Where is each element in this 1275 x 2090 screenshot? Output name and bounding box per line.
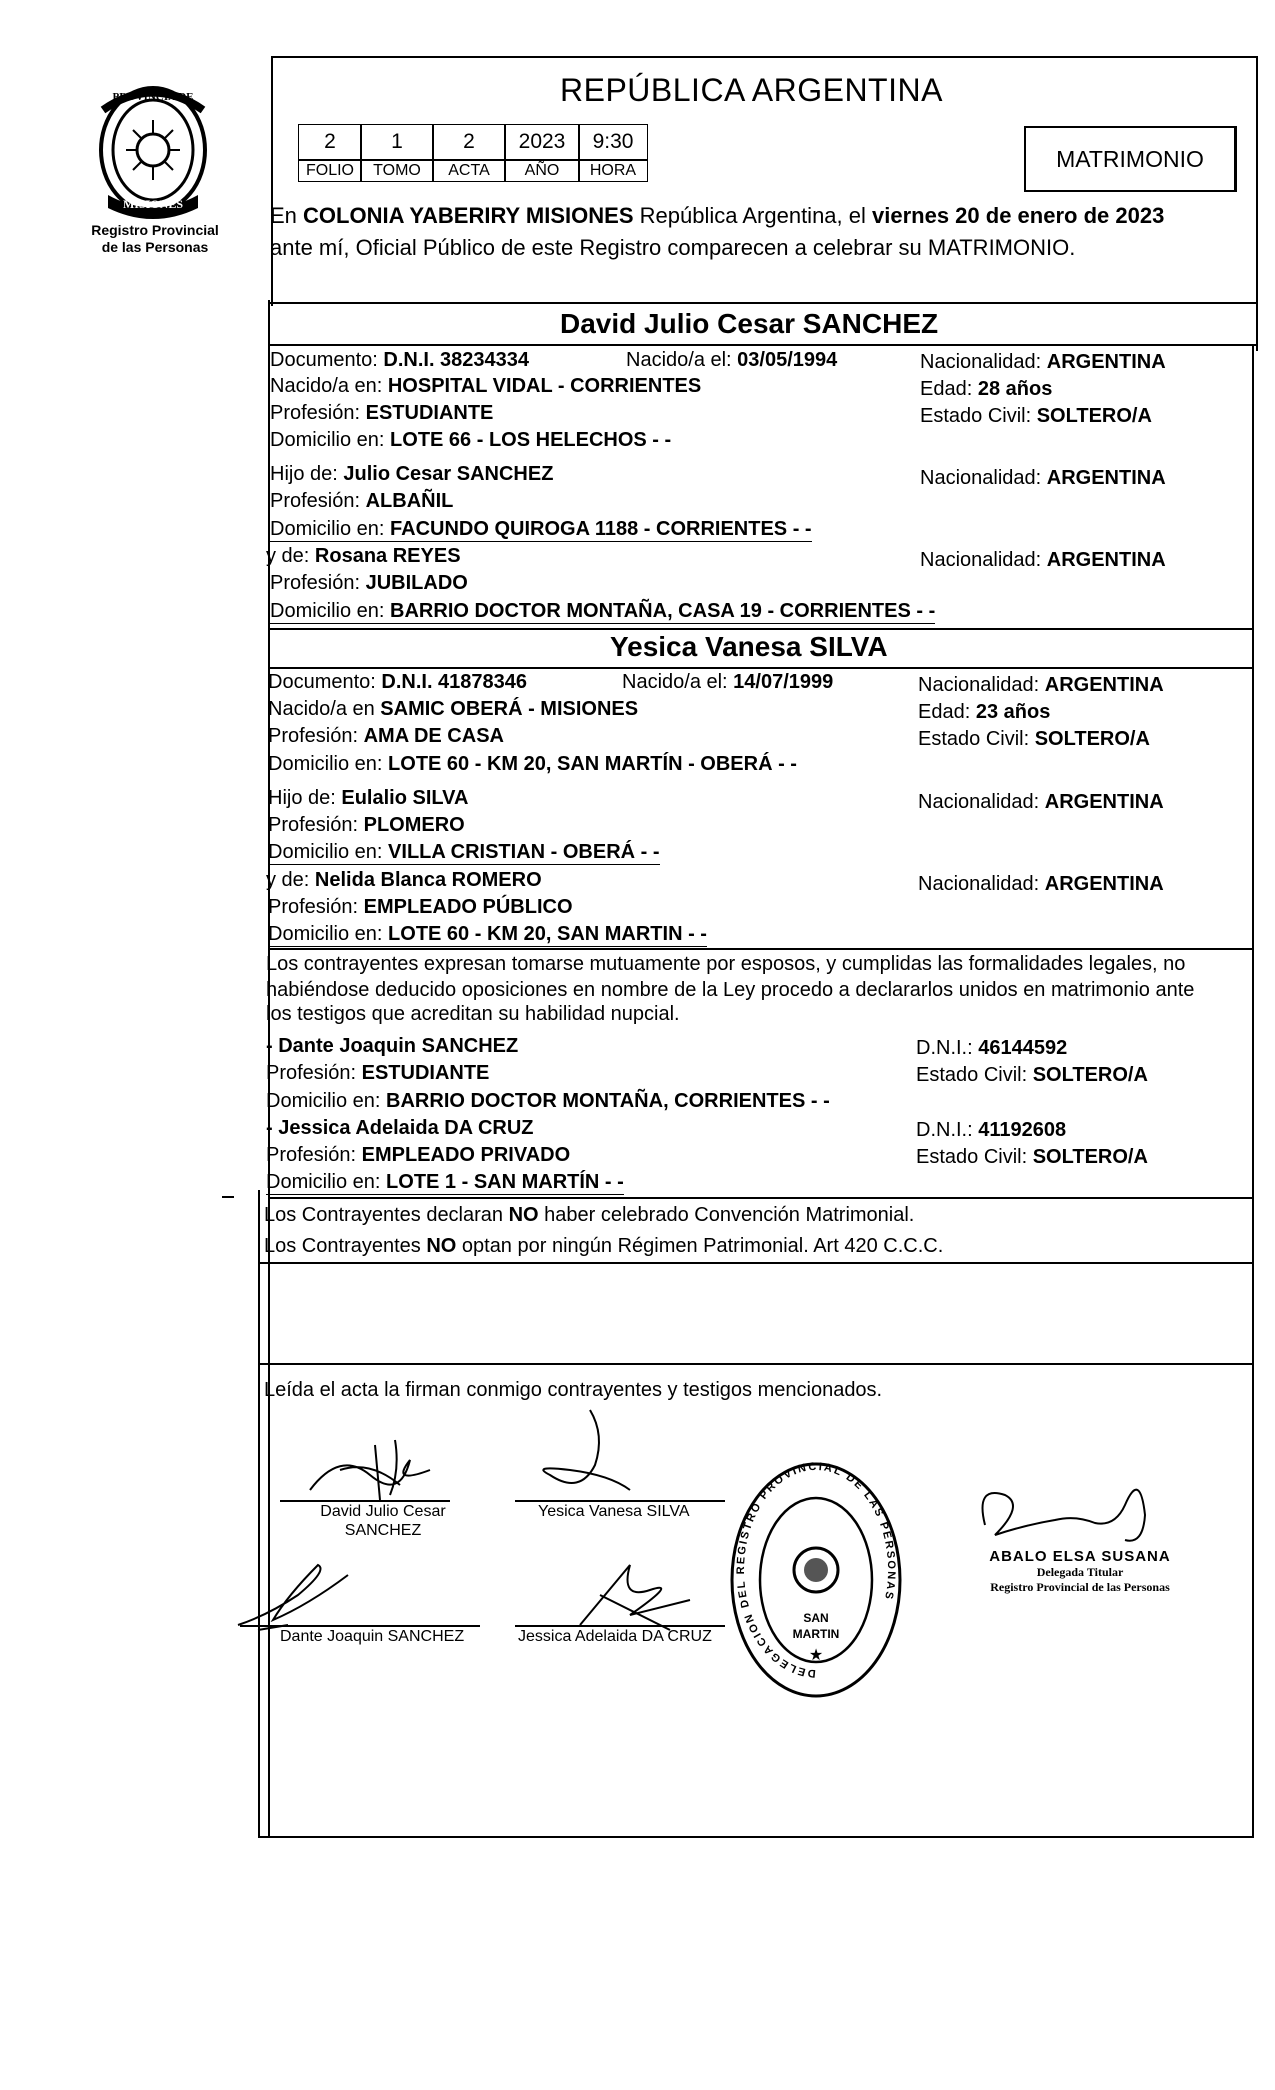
intro-line-2: ante mí, Oficial Público de este Registro comparecen a celebrar su MATRIMONIO. [270, 235, 1076, 260]
witness1-address: Domicilio en: BARRIO DOCTOR MONTAÑA, CORRIENTES - - [266, 1090, 830, 1112]
spouse2-father: Hijo de: Eulalio SILVA [268, 787, 469, 809]
spouse1-name: David Julio Cesar SANCHEZ [560, 308, 939, 339]
spouse1-nationality: Nacionalidad: ARGENTINA [920, 351, 1166, 373]
witness1-civil-status: Estado Civil: SOLTERO/A [916, 1064, 1148, 1086]
svg-text:MISIONES: MISIONES [122, 197, 184, 211]
spouse1-father-nationality: Nacionalidad: ARGENTINA [920, 467, 1166, 489]
spouse2-father-profession: Profesión: PLOMERO [268, 814, 465, 836]
svg-text:MARTIN: MARTIN [792, 1627, 840, 1641]
svg-text:DELEGACION DEL REGISTRO PROVIN: DELEGACION DEL REGISTRO PROVINCIAL DE LAS PERSONAS [735, 1460, 898, 1680]
spouse1-doc: Documento: D.N.I. 38234334 [270, 349, 530, 371]
spouse2-address: Domicilio en: LOTE 60 - KM 20, SAN MARTÍN - OBERÁ - - [268, 753, 797, 775]
svg-text:★: ★ [808, 1647, 824, 1664]
witness1-dni: D.N.I.: 46144592 [916, 1037, 1068, 1059]
acta-value: 2 [432, 124, 506, 160]
spouse2-profession: Profesión: AMA DE CASA [268, 725, 504, 747]
tomo-value: 1 [360, 124, 434, 160]
witness1-profession: Profesión: ESTUDIANTE [266, 1062, 490, 1084]
registry-seal-icon [728, 1460, 904, 1700]
spouse2-civil-status: Estado Civil: SOLTERO/A [918, 728, 1150, 750]
spouse1-mother-profession: Profesión: JUBILADO [270, 572, 468, 594]
spouse2-father-address: Domicilio en: VILLA CRISTIAN - OBERÁ - - [268, 841, 660, 863]
spouse1-civil-status: Estado Civil: SOLTERO/A [920, 405, 1152, 427]
signature-witness1 [228, 1555, 428, 1635]
spouse2-mother: y de: Nelida Blanca ROMERO [266, 869, 542, 891]
declaration-line-1: Los contrayentes expresan tomarse mutuamente por esposos, y cumplidas las formalidades legales, no [266, 953, 1186, 975]
spouse1-mother: y de: Rosana REYES [266, 545, 461, 567]
witness2-dni: D.N.I.: 41192608 [916, 1119, 1067, 1141]
spouse2-mother-address: Domicilio en: LOTE 60 - KM 20, SAN MARTIN - - [268, 923, 707, 945]
signature-scribble-icon [560, 1555, 720, 1635]
spouse2-birthplace: Nacido/a en SAMIC OBERÁ - MISIONES [268, 698, 639, 720]
witness1-name: - Dante Joaquin SANCHEZ [266, 1035, 519, 1057]
registry-logo [88, 80, 218, 220]
spouse2-mother-profession: Profesión: EMPLEADO PÚBLICO [268, 896, 573, 918]
spouse1-father-profession: Profesión: ALBAÑIL [270, 490, 454, 512]
page-title: REPÚBLICA ARGENTINA [560, 72, 943, 108]
declaration-line-3: los testigos que acreditan su habilidad nupcial. [266, 1003, 680, 1025]
signature-spouse1 [280, 1430, 480, 1510]
spouse2-age: Edad: 23 años [918, 701, 1051, 723]
svg-text:SAN: SAN [803, 1611, 829, 1625]
signature-scribble-icon [280, 1430, 480, 1510]
spouse1-age: Edad: 28 años [920, 378, 1053, 400]
signature-name-witness1: Dante Joaquin SANCHEZ [280, 1628, 465, 1645]
closing-text: Leída el acta la firman conmigo contrayentes y testigos mencionados. [264, 1379, 883, 1401]
spouse1-father-address: Domicilio en: FACUNDO QUIROGA 1188 - CORRIENTES - - [270, 518, 812, 540]
convention-line-2: Los Contrayentes NO optan por ningún Régimen Patrimonial. Art 420 C.C.C. [264, 1235, 944, 1257]
declaration-line-2: habiéndose deducido oposiciones en nombre de la Ley procedo a declararlos unidos en matrimonio ante [266, 979, 1195, 1001]
witness2-profession: Profesión: EMPLEADO PRIVADO [266, 1144, 571, 1166]
folio-label: FOLIO [298, 160, 362, 182]
folio-value: 2 [298, 124, 362, 160]
signature-name-spouse2: Yesica Vanesa SILVA [538, 1503, 690, 1520]
hour-value: 9:30 [578, 124, 648, 160]
province-shield-icon [88, 80, 218, 220]
official-seal [728, 1460, 904, 1700]
registry-label: Registro Provincial de las Personas [91, 222, 219, 255]
record-type-box: MATRIMONIO [1024, 126, 1237, 192]
hour-label: HORA [578, 160, 648, 182]
svg-text:PROVINCIA DE: PROVINCIA DE [112, 91, 194, 103]
spouse1-address: Domicilio en: LOTE 66 - LOS HELECHOS - - [270, 429, 672, 451]
spouse1-profession: Profesión: ESTUDIANTE [270, 402, 494, 424]
spouse1-mother-nationality: Nacionalidad: ARGENTINA [920, 549, 1166, 571]
signature-scribble-icon [228, 1555, 428, 1635]
signature-scribble-icon [510, 1405, 660, 1505]
spouse2-father-nationality: Nacionalidad: ARGENTINA [918, 791, 1164, 813]
spouse1-birthdate: Nacido/a el: 03/05/1994 [626, 349, 838, 371]
year-value: 2023 [504, 124, 580, 160]
witness2-name: - Jessica Adelaida DA CRUZ [266, 1117, 534, 1139]
convention-line-1: Los Contrayentes declaran NO haber celebrado Convención Matrimonial. [264, 1204, 915, 1226]
signature-name-witness2: Jessica Adelaida DA CRUZ [518, 1628, 712, 1645]
intro-line-1: En COLONIA YABERIRY MISIONES República Argentina, el viernes 20 de enero de 2023 [270, 203, 1165, 228]
acta-label: ACTA [432, 160, 506, 182]
signature-witness2 [560, 1555, 720, 1635]
spouse2-mother-nationality: Nacionalidad: ARGENTINA [918, 873, 1164, 895]
spouse1-father: Hijo de: Julio Cesar SANCHEZ [270, 463, 554, 485]
year-label: AÑO [504, 160, 580, 182]
spouse2-name: Yesica Vanesa SILVA [610, 631, 888, 662]
tomo-label: TOMO [360, 160, 434, 182]
official-stamp: ABALO ELSA SUSANA Delegada Titular Registro Provincial de las Personas [989, 1548, 1171, 1594]
signature-name-spouse1: David Julio Cesar SANCHEZ [320, 1503, 446, 1539]
spouse1-birthplace: Nacido/a en: HOSPITAL VIDAL - CORRIENTES [270, 375, 702, 397]
signature-spouse2 [510, 1405, 660, 1505]
witness2-civil-status: Estado Civil: SOLTERO/A [916, 1146, 1148, 1168]
spouse2-birthdate: Nacido/a el: 14/07/1999 [622, 671, 834, 693]
spouse1-mother-address: Domicilio en: BARRIO DOCTOR MONTAÑA, CASA 19 - CORRIENTES - - [270, 600, 936, 622]
spouse2-doc: Documento: D.N.I. 41878346 [268, 671, 528, 693]
spouse2-nationality: Nacionalidad: ARGENTINA [918, 674, 1164, 696]
witness2-address: Domicilio en: LOTE 1 - SAN MARTÍN - - [266, 1171, 624, 1193]
